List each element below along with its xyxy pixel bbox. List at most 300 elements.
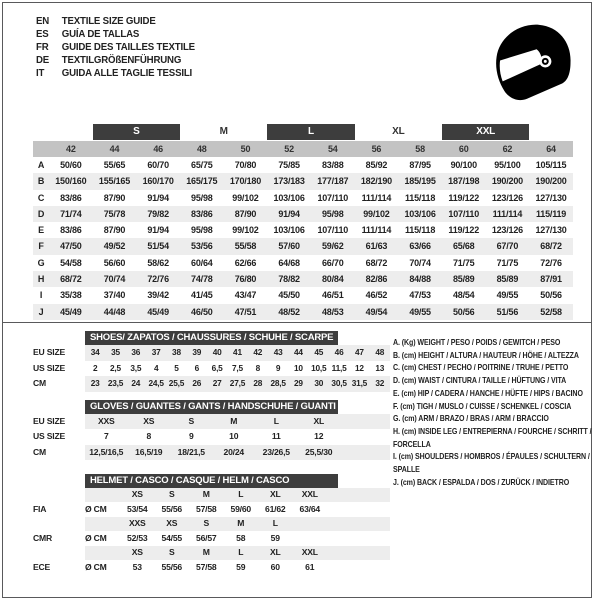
measurement-cell: 55/58 <box>234 241 257 252</box>
measurement-cell: 45/50 <box>278 290 300 301</box>
legend-item: B. (cm) HEIGHT / ALTURA / HAUTEUR / HÖHE / ALTEZZA <box>393 349 579 360</box>
measurement-cell: 49/55 <box>409 306 431 317</box>
helmet-size-unit-spacer <box>85 517 120 531</box>
helmet-size-cell: L <box>272 518 278 528</box>
shoes-cell: 46 <box>334 347 344 357</box>
size-column-header: 50 <box>240 144 251 154</box>
measurement-cell: 80/84 <box>322 274 344 285</box>
gloves-row-values <box>85 414 390 430</box>
helmet-size-values <box>85 546 390 560</box>
measurement-cell: 48/54 <box>452 290 475 301</box>
helmet-size-values <box>85 517 390 531</box>
shoes-row-values <box>85 345 390 361</box>
shoes-cell: 31,5 <box>351 378 368 388</box>
measurement-cell: 64/68 <box>278 257 300 268</box>
measurement-cell: 47/50 <box>60 241 82 252</box>
measurement-cell: 78/82 <box>278 274 300 285</box>
measurement-cell: 150/160 <box>55 176 87 187</box>
size-column-header: 46 <box>153 144 163 154</box>
shoes-row <box>33 345 393 361</box>
measurement-cell: 127/130 <box>535 225 567 236</box>
size-column-header: 52 <box>284 144 294 154</box>
measurement-cell: 72/76 <box>147 274 169 285</box>
measurement-cell: 70/80 <box>234 160 257 170</box>
diameter-unit-label: Ø CM <box>85 561 107 572</box>
measurement-legend <box>393 336 593 488</box>
shoes-cell: 28 <box>253 378 263 388</box>
size-column-header: 54 <box>327 144 338 154</box>
helmet-measure-cell: 59 <box>236 561 246 572</box>
measurement-cell: 67/70 <box>496 241 519 252</box>
gloves-cell: XS <box>143 415 155 426</box>
measurement-cell: 50/60 <box>60 160 82 170</box>
measurement-row <box>33 287 573 303</box>
helmet-measure-cell: 56/57 <box>195 532 217 543</box>
helmet-measure-cell: 61/62 <box>264 503 286 514</box>
helmet-measure-cell: 63/64 <box>299 503 320 514</box>
gloves-cell: L <box>273 415 279 426</box>
measurement-cell: 72/76 <box>540 257 562 268</box>
language-title-row <box>36 15 195 28</box>
language-titles <box>36 15 195 80</box>
measurement-row <box>33 255 573 271</box>
helmet-size-row-spacer <box>33 517 85 531</box>
gloves-cell: S <box>188 415 195 426</box>
helmet-measure-cell: 59/60 <box>230 503 251 514</box>
gloves-row <box>33 445 393 461</box>
measurement-cell: 115/118 <box>405 192 436 203</box>
shoes-cell: 35 <box>111 347 120 357</box>
helmet-size-unit-spacer <box>85 546 120 560</box>
helmet-measure-cell: 58 <box>236 532 246 543</box>
language-title-row <box>36 41 195 54</box>
measurement-cell: 99/102 <box>232 225 259 236</box>
measurement-cell: 119/122 <box>448 225 480 236</box>
measurement-row <box>33 271 573 287</box>
measurement-cell: 75/85 <box>278 160 300 170</box>
measurement-cell: 46/51 <box>322 290 344 301</box>
helmet-measure-cell: 55/56 <box>161 561 182 572</box>
shoes-cell: 45 <box>314 347 324 357</box>
measurement-row-label: G <box>37 257 45 268</box>
diameter-unit-label: Ø CM <box>85 532 107 543</box>
measurement-cell: 155/165 <box>98 176 131 187</box>
measurement-cell: 182/190 <box>360 176 392 187</box>
legend-item: H. (cm) INSIDE LEG / ENTREPIERNA / FOURCHE / SCHRITT / FORCELLA <box>393 425 592 449</box>
measurement-cell: 60/64 <box>191 257 213 268</box>
helmet-standard-row-fia <box>33 502 393 518</box>
shoes-row <box>33 376 393 392</box>
accessory-tables <box>33 331 393 575</box>
measurement-cell: 41/45 <box>191 290 213 301</box>
helmet-size-unit-spacer <box>85 488 120 502</box>
helmet-standard-label: CMR <box>33 532 52 543</box>
measurement-cell: 105/115 <box>535 160 567 170</box>
measurement-cell: 95/98 <box>191 225 213 236</box>
measurement-cell: 187/198 <box>448 176 480 187</box>
helmet-size-cell: S <box>203 518 210 528</box>
helmet-size-row-spacer <box>33 546 85 560</box>
size-column-header: 48 <box>196 144 207 154</box>
helmet-size-cell: M <box>202 489 210 499</box>
measurement-cell: 87/95 <box>409 160 431 170</box>
measurement-cell: 85/89 <box>452 274 475 285</box>
gloves-cell: 12 <box>314 431 324 441</box>
size-band-l: L <box>267 124 354 140</box>
measurement-cell: 76/80 <box>234 274 257 285</box>
helmet-size-cell: S <box>168 547 175 557</box>
helmet-icon <box>487 17 574 104</box>
shoes-cell: 5 <box>174 362 179 373</box>
shoes-cell: 7,5 <box>231 362 243 373</box>
measurement-cell: 95/98 <box>322 208 344 219</box>
measurement-row-label: I <box>39 290 43 301</box>
language-title-row <box>36 67 195 80</box>
guide-title: GUIDA ALLE TAGLIE TESSILI <box>61 67 193 79</box>
measurement-cell: 107/110 <box>317 225 349 236</box>
measurement-cell: 49/55 <box>496 290 519 301</box>
shoes-cell: 32 <box>375 378 385 388</box>
measurement-cell: 58/62 <box>147 257 169 268</box>
measurement-cell: 56/60 <box>103 257 126 268</box>
measurement-cell: 47/53 <box>409 290 431 301</box>
size-band-xxl: XXL <box>442 124 529 140</box>
measurement-cell: 57/60 <box>278 241 300 252</box>
helmet-standard-row-cmr <box>33 531 393 547</box>
helmet-standard-label: FIA <box>33 503 47 514</box>
shoes-cell: 27,5 <box>229 378 246 388</box>
measurement-cell: 59/62 <box>322 241 344 252</box>
measurement-cell: 62/66 <box>234 257 257 268</box>
guide-title: GUIDE DES TAILLES TEXTILE <box>61 41 195 53</box>
measurement-cell: 99/102 <box>363 208 390 219</box>
gloves-cell: 7 <box>103 431 109 441</box>
shoes-row-values <box>85 376 390 392</box>
measurement-cell: 90/100 <box>450 160 477 170</box>
shoes-row-label: CM <box>33 378 46 388</box>
helmet-measure-cell: 55/56 <box>161 503 182 514</box>
gloves-table-title: GLOVES / GUANTES / GANTS / HANDSCHUHE / GUANTI <box>85 400 338 414</box>
helmet-size-cell: S <box>168 489 175 499</box>
section-divider <box>2 322 591 323</box>
helmet-standard-label: ECE <box>33 561 51 572</box>
measurement-cell: 82/86 <box>365 274 388 285</box>
shoes-cell: 39 <box>192 347 202 357</box>
helmet-size-cell: L <box>238 547 244 557</box>
helmet-measure-cell: 59 <box>270 532 280 543</box>
measurement-cell: 66/70 <box>322 257 344 268</box>
measurement-cell: 37/40 <box>103 290 126 301</box>
helmet-size-values <box>85 488 390 502</box>
measurement-row <box>33 238 573 254</box>
helmet-standard-values <box>85 531 390 547</box>
size-column-header: 58 <box>415 144 425 154</box>
shoes-cell: 36 <box>131 347 141 357</box>
measurement-cell: 47/51 <box>234 306 257 317</box>
shoes-cell: 3,5 <box>130 362 142 373</box>
gloves-cell: 25,5/30 <box>305 446 333 457</box>
helmet-standard-values <box>85 560 390 576</box>
gloves-cell: 23/26,5 <box>262 446 290 457</box>
diameter-unit-label: Ø CM <box>85 503 107 514</box>
measurement-cell: 173/183 <box>273 176 305 187</box>
shoes-table-title: SHOES/ ZAPATOS / CHAUSSURES / SCHUHE / SCARPE <box>85 331 338 345</box>
gloves-row-values <box>85 429 390 445</box>
legend-item: C. (cm) CHEST / PECHO / POITRINE / TRUHE / PETTO <box>393 362 569 373</box>
gloves-cell: 12,5/16,5 <box>89 446 124 457</box>
shoes-cell: 24,5 <box>148 378 164 388</box>
gloves-cell: 9 <box>188 431 194 441</box>
shoes-cell: 34 <box>90 347 100 357</box>
measurement-cell: 91/94 <box>278 208 300 219</box>
measurement-cell: 71/75 <box>452 257 475 268</box>
shoes-cell: 42 <box>253 347 263 357</box>
shoes-cell: 23 <box>90 378 100 388</box>
gloves-cell: 18/21,5 <box>177 446 205 457</box>
measurement-cell: 74/78 <box>191 274 213 285</box>
helmet-size-row-cmr <box>33 517 393 531</box>
helmet-size-cell: XL <box>269 489 281 499</box>
shoes-cell: 27 <box>212 378 222 388</box>
measurement-cell: 95/98 <box>191 192 213 203</box>
measurement-cell: 43/47 <box>234 290 257 301</box>
measurement-cell: 48/52 <box>278 306 300 317</box>
shoes-cell: 11,5 <box>331 362 347 373</box>
measurement-row-label: H <box>37 274 45 285</box>
legend-item: A. (Kg) WEIGHT / PESO / POIDS / GEWITCH / PESO <box>393 337 561 347</box>
measurement-cell: 53/56 <box>191 241 213 252</box>
measurement-cell: 185/195 <box>404 176 436 187</box>
measurement-cell: 61/63 <box>365 241 388 252</box>
measurement-row-label: J <box>38 306 44 317</box>
measurement-row-label: C <box>37 192 45 203</box>
shoes-cell: 29 <box>294 378 303 388</box>
shoes-cell: 2 <box>92 362 98 373</box>
measurement-cell: 35/38 <box>60 290 82 301</box>
measurement-cell: 123/126 <box>491 225 523 236</box>
helmet-measure-cell: 53 <box>132 561 142 572</box>
measurement-cell: 70/74 <box>103 274 126 285</box>
gloves-cell: XXS <box>97 415 115 426</box>
measurement-cell: 48/53 <box>322 306 344 317</box>
measurement-cell: 75/78 <box>103 208 126 219</box>
shoes-cell: 28,5 <box>270 378 286 388</box>
measurement-row-label: B <box>37 176 45 187</box>
shoes-cell: 6 <box>194 362 200 373</box>
measurement-cell: 49/54 <box>365 306 388 317</box>
legend-item: I. (cm) SHOULDERS / HOMBROS / ÉPAULES / SCHULTERN / SPALLE <box>393 451 590 475</box>
legend-item: G. (cm) ARM / BRAZO / BRAS / ARM / BRACCIO <box>393 413 549 424</box>
gloves-cell: 16,5/19 <box>135 446 163 457</box>
shoes-cell: 38 <box>172 347 181 357</box>
measurement-cell: 87/90 <box>103 225 126 236</box>
measurement-cell: 51/56 <box>496 306 519 317</box>
shoes-row-label: EU SIZE <box>33 347 66 357</box>
measurement-cell: 79/82 <box>147 208 169 219</box>
measurement-cell: 84/88 <box>409 274 431 285</box>
shoes-cell: 26 <box>192 378 202 388</box>
measurement-cell: 54/58 <box>60 257 82 268</box>
language-code: DE <box>36 54 50 66</box>
measurement-cell: 190/200 <box>491 176 523 187</box>
measurement-cell: 60/70 <box>147 160 169 170</box>
shoes-cell: 23,5 <box>107 378 124 388</box>
measurement-cell: 50/56 <box>452 306 475 317</box>
size-column-header: 62 <box>502 144 513 154</box>
language-code: ES <box>36 28 49 40</box>
measurement-row-label: F <box>38 241 44 252</box>
shoes-cell: 41 <box>233 347 242 357</box>
measurement-row-label: D <box>37 208 45 219</box>
measurement-cell: 46/52 <box>365 290 388 301</box>
shoes-row-values <box>85 361 390 377</box>
measurement-cell: 107/110 <box>448 208 480 219</box>
measurement-cell: 111/114 <box>492 208 523 219</box>
shoes-cell: 12 <box>355 362 364 373</box>
gloves-row-label: CM <box>33 446 46 457</box>
measurement-cell: 39/42 <box>147 290 169 301</box>
gloves-row-values <box>85 445 390 461</box>
helmet-table-title: HELMET / CASCO / CASQUE / HELM / CASCO <box>85 474 338 488</box>
shoes-row <box>33 361 393 377</box>
visor-pivot-center <box>544 60 547 63</box>
shoes-cell: 44 <box>294 347 303 357</box>
shoes-cell: 47 <box>355 347 364 357</box>
helmet-size-cell: XL <box>269 547 281 557</box>
gloves-cell: 11 <box>271 431 281 441</box>
language-code: EN <box>36 15 50 27</box>
measurement-row <box>33 222 573 238</box>
measurement-cell: 91/94 <box>147 225 169 236</box>
size-band-xl: XL <box>392 126 405 137</box>
size-band-row <box>33 123 573 141</box>
corner-cell <box>33 141 49 157</box>
measurement-cell: 115/118 <box>405 225 436 236</box>
gloves-cell: 10 <box>229 431 239 441</box>
shoes-cell: 9 <box>275 362 281 373</box>
gloves-table <box>33 400 393 461</box>
measurement-cell: 127/130 <box>535 192 567 203</box>
measurement-row <box>33 190 573 206</box>
helmet-measure-cell: 52/53 <box>126 532 148 543</box>
shoes-cell: 2,5 <box>110 362 121 373</box>
measurement-cell: 103/106 <box>273 225 305 236</box>
measurement-row-label: A <box>37 160 45 170</box>
helmet-measure-cell: 60 <box>270 561 280 572</box>
measurement-cell: 107/110 <box>317 192 349 203</box>
helmet-size-cell: L <box>238 489 244 499</box>
measurement-cell: 99/102 <box>232 192 259 203</box>
shoes-table <box>33 331 393 392</box>
textile-size-table <box>33 123 573 320</box>
measurement-cell: 52/58 <box>540 306 562 317</box>
measurement-cell: 111/114 <box>361 192 392 203</box>
gloves-row <box>33 414 393 430</box>
helmet-size-row-spacer <box>33 488 85 502</box>
measurement-cell: 103/106 <box>404 208 436 219</box>
size-column-header: 60 <box>458 144 469 154</box>
measurement-cell: 87/91 <box>540 274 562 285</box>
shoes-cell: 10,5 <box>311 362 327 373</box>
measurement-cell: 83/86 <box>191 208 213 219</box>
measurement-cell: 65/68 <box>452 241 475 252</box>
helmet-size-cell: M <box>202 547 210 557</box>
measurement-cell: 165/175 <box>186 176 218 187</box>
helmet-standard-row-ece <box>33 560 393 576</box>
measurement-cell: 177/187 <box>317 176 349 187</box>
measurement-cell: 70/74 <box>409 257 431 268</box>
helmet-size-cell: XS <box>131 547 143 557</box>
shoes-cell: 43 <box>273 347 283 357</box>
shoes-cell: 24 <box>131 378 141 388</box>
gloves-cell: 20/24 <box>223 446 244 457</box>
legend-item: F. (cm) TIGH / MUSLO / CUISSE / SCHENKEL / COSCIA <box>393 400 572 411</box>
measurement-cell: 55/65 <box>103 160 126 170</box>
shoes-cell: 48 <box>375 347 385 357</box>
measurement-cell: 68/72 <box>540 241 562 252</box>
measurement-cell: 83/86 <box>60 225 82 236</box>
size-column-header: 44 <box>109 144 120 154</box>
helmet-measure-cell: 61 <box>305 561 315 572</box>
gloves-rows <box>33 414 393 461</box>
gloves-row-label: US SIZE <box>33 431 66 441</box>
measurement-cell: 103/106 <box>273 192 305 203</box>
shoes-cell: 30 <box>314 378 324 388</box>
language-title-row <box>36 54 195 67</box>
helmet-size-cell: XS <box>131 489 143 499</box>
gloves-cell: 8 <box>146 431 152 441</box>
measurement-row <box>33 206 573 222</box>
helmet-rows <box>33 488 393 575</box>
language-code: IT <box>36 67 45 79</box>
measurement-cell: 45/49 <box>60 306 82 317</box>
measurement-cell: 115/119 <box>535 208 567 219</box>
shoes-rows <box>33 345 393 392</box>
measurement-cell: 68/72 <box>60 274 82 285</box>
size-band-s: S <box>93 124 180 140</box>
measurement-cell: 65/75 <box>191 160 213 170</box>
helmet-size-cell: XXL <box>301 547 318 557</box>
measurement-cell: 111/114 <box>361 225 392 236</box>
measurement-cell: 46/50 <box>191 306 213 317</box>
measurement-cell: 50/56 <box>540 290 562 301</box>
helmet-measure-cell: 57/58 <box>195 561 217 572</box>
gloves-row <box>33 429 393 445</box>
measurement-cell: 49/52 <box>103 241 126 252</box>
shoes-cell: 30,5 <box>331 378 347 388</box>
shoes-row-label: US SIZE <box>33 362 66 373</box>
shoes-cell: 6,5 <box>211 362 223 373</box>
measurement-cell: 170/180 <box>229 176 262 187</box>
shoes-cell: 10 <box>294 362 303 373</box>
measurement-cell: 91/94 <box>147 192 169 203</box>
helmet-size-cell: XXS <box>128 518 146 528</box>
measurement-row-label: E <box>38 225 44 236</box>
shoes-cell: 13 <box>375 362 385 373</box>
helmet-standard-values <box>85 502 390 518</box>
measurement-row <box>33 304 573 320</box>
helmet-measure-cell: 54/55 <box>161 532 182 543</box>
gloves-cell: M <box>230 415 238 426</box>
measurement-cell: 123/126 <box>491 192 523 203</box>
helmet-size-cell: M <box>237 518 245 528</box>
measurement-cell: 51/54 <box>147 241 169 252</box>
measurement-cell: 83/88 <box>322 160 344 170</box>
measurement-cell: 85/92 <box>365 160 388 170</box>
measurement-cell: 71/75 <box>496 257 519 268</box>
language-code: FR <box>36 41 49 53</box>
helmet-measure-cell: 57/58 <box>195 503 217 514</box>
